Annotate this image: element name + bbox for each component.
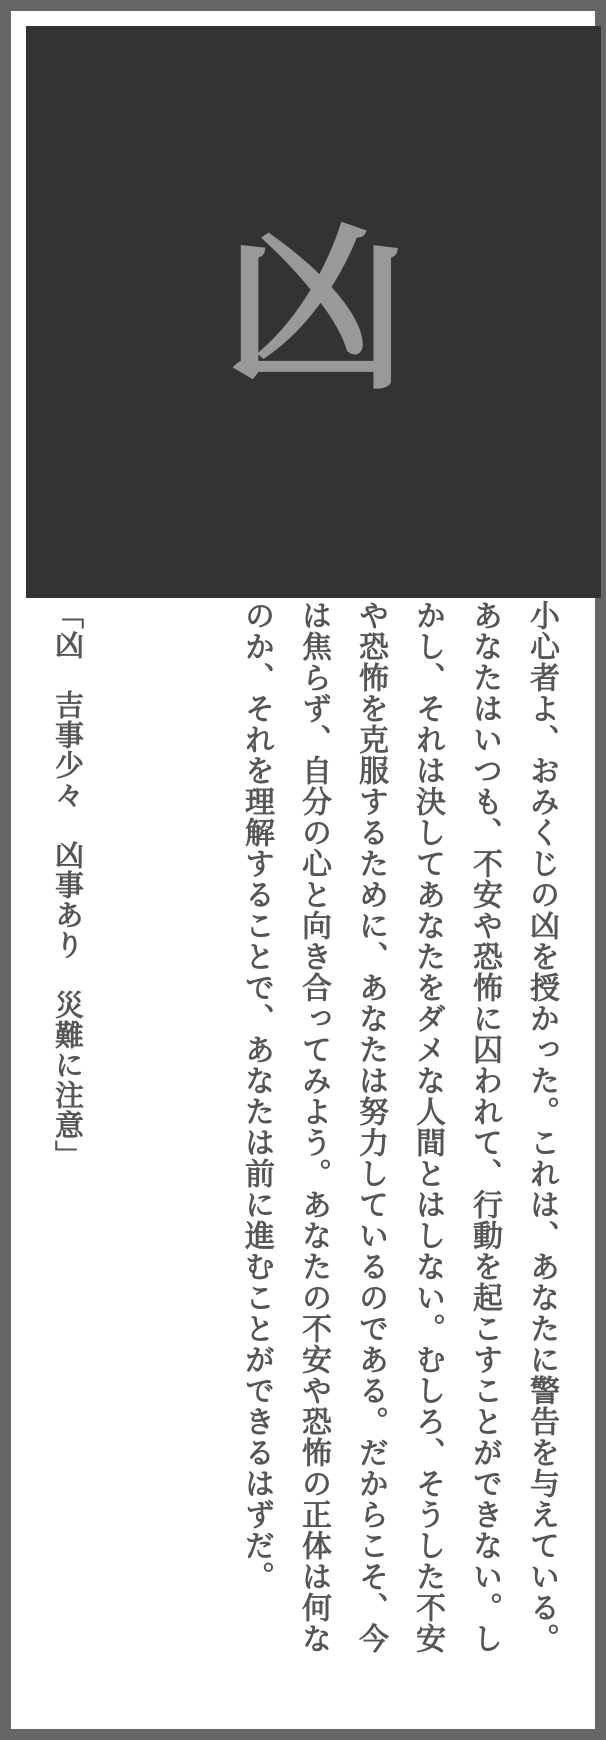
fortune-message: 小心者よ、おみくじの凶を授かった。これは、あなたに警告を与えている。あなたはいつも、不安や恐怖に囚われて、行動を起こすことができない。しかし、それは決してあなたをダメな人間とはしない。むしろ、そうした不安や恐怖を克服するために、あなたは努力しているのである。だからこそ、今は焦らず、自分の心と向き合ってみよう。あなたの不安や恐怖の正体は何なのか、それを理解することで、あなたは前に進むことができるはずだ。 — [239, 600, 559, 1654]
fortune-text-area — [40, 600, 570, 1710]
fortune-header — [26, 26, 601, 598]
fortune-summary: 「凶 吉事少々 凶事あり 災難に注意」 — [51, 600, 85, 1170]
fortune-result-glyph: 凶 — [225, 206, 406, 415]
